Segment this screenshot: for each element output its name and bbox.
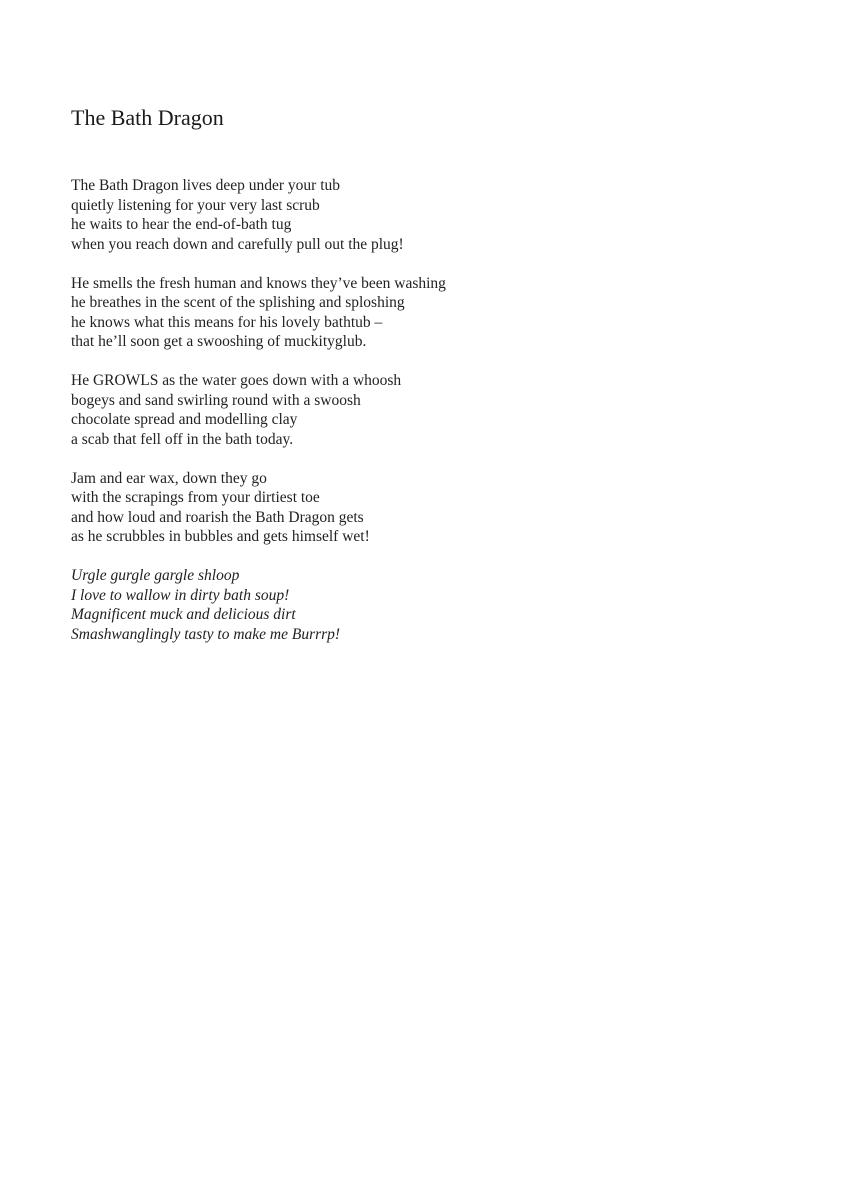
poem-line: The Bath Dragon lives deep under your tub [71, 177, 341, 194]
stanza-2 [71, 274, 771, 352]
poem-line: he knows what this means for his lovely bathtub – [71, 313, 383, 331]
poem-line: chocolate spread and modelling clay [71, 411, 298, 428]
poem-line: that he’ll soon get a swooshing of muckityglub. [71, 333, 367, 350]
poem-line: Smashwanglingly tasty to make me Burrrp! [71, 625, 341, 643]
poem-line: He GROWLS as the water goes down with a whoosh [71, 372, 402, 389]
stanza-5-italic-chant [71, 566, 771, 644]
poem-line: Magnificent muck and delicious dirt [71, 606, 296, 623]
poem-line: He smells the fresh human and knows they’ve been washing [71, 274, 446, 292]
stanza-4 [71, 469, 771, 547]
poem-line: when you reach down and carefully pull out the plug! [71, 235, 404, 253]
poem-line: he breathes in the scent of the splishing and sploshing [71, 294, 405, 311]
poem-line: I love to wallow in dirty bath soup! [71, 586, 290, 604]
poem-line: he waits to hear the end-of-bath tug [71, 216, 292, 233]
poem-line: Urgle gurgle gargle shloop [71, 567, 240, 584]
poem-line: quietly listening for your very last scrub [71, 196, 320, 214]
poem-line: with the scrapings from your dirtiest toe [71, 489, 320, 506]
poem-title: The Bath Dragon [71, 105, 224, 130]
stanza-3 [71, 371, 771, 449]
poem-line: and how loud and roarish the Bath Dragon gets [71, 508, 364, 526]
poem-body [71, 176, 771, 664]
stanza-1 [71, 176, 771, 254]
poem-line: Jam and ear wax, down they go [71, 469, 267, 487]
poem-line: a scab that fell off in the bath today. [71, 430, 294, 448]
poem-line: as he scrubbles in bubbles and gets himself wet! [71, 528, 370, 545]
poem-line: bogeys and sand swirling round with a swoosh [71, 391, 361, 409]
